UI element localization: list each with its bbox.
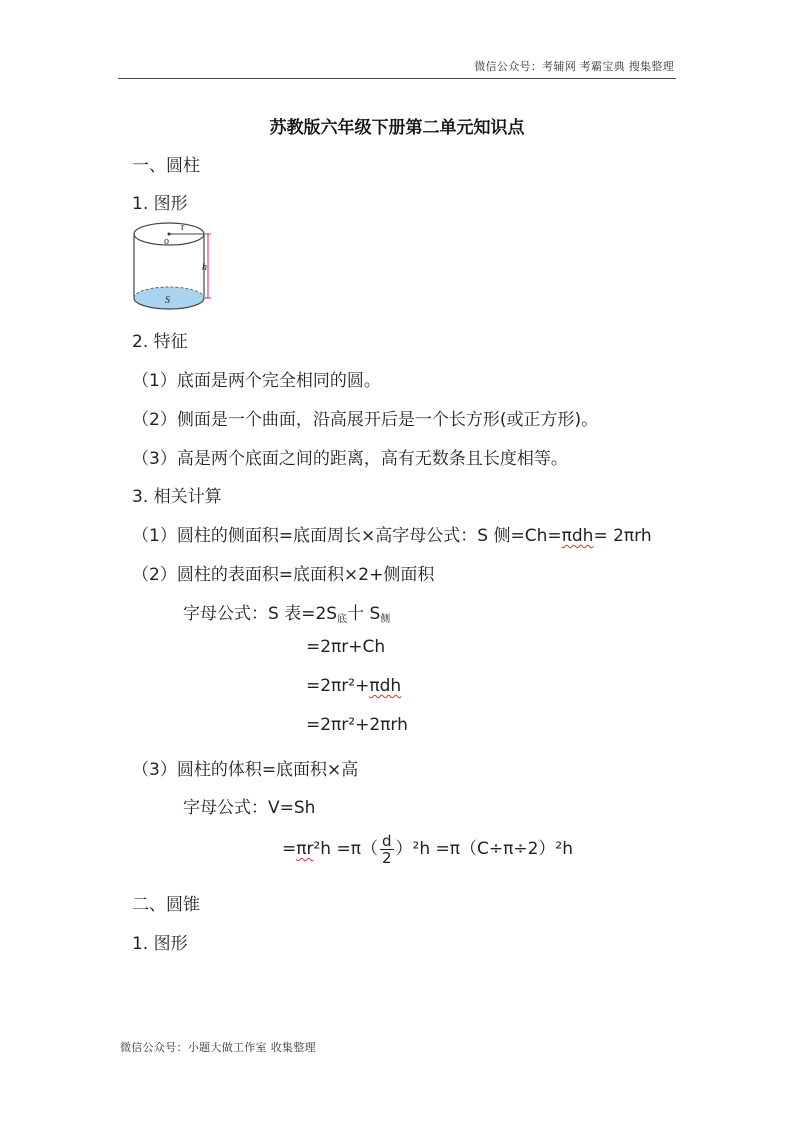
calculation-heading: 3. 相关计算: [132, 487, 222, 507]
surface-area-formula: [183, 599, 390, 624]
surface-area-step-3-a: =2πr²+: [306, 676, 370, 696]
center-label: o: [164, 236, 169, 247]
lateral-area-tail: = 2πrh: [593, 526, 652, 546]
lateral-area-formula: [132, 521, 652, 546]
page-title: 苏教版六年级下册第二单元知识点: [269, 118, 525, 138]
d-over-2-fraction: [380, 833, 394, 866]
surface-area-step-3: [306, 676, 401, 696]
volume-wavy-term: πr: [296, 839, 314, 859]
surface-area-step-3-wavy: πdh: [369, 676, 402, 696]
header-source: 微信公众号：考辅网 考霸宝典 搜集整理: [474, 60, 674, 73]
volume-formula-expansion: [282, 832, 573, 866]
section-cylinder-heading: 一、圆柱: [132, 156, 200, 176]
lateral-area-text: （1）圆柱的侧面积=底面周长×高字母公式：S 侧=Ch=: [132, 526, 562, 546]
surface-area-rule: （2）圆柱的表面积=底面积×2+侧面积: [132, 565, 435, 585]
volume-formula: 字母公式：V=Sh: [183, 798, 316, 818]
surface-area-step-2: =2πr+Ch: [306, 637, 386, 657]
cylinder-diagram: [128, 214, 218, 314]
volume-rule: （3）圆柱的体积=底面积×高: [132, 760, 359, 780]
footer-source: 微信公众号：小题大做工作室 收集整理: [120, 1041, 316, 1054]
radius-label: r: [181, 222, 185, 233]
feature-2: （2）侧面是一个曲面，沿高展开后是一个长方形(或正方形)。: [132, 410, 599, 430]
cone-figure-heading: 1. 图形: [132, 934, 188, 954]
section-cone-heading: 二、圆锥: [132, 895, 200, 915]
surface-area-formula-a: 字母公式：S 表=2S: [183, 604, 338, 624]
base-area-label: S: [165, 295, 170, 306]
volume-eq: =: [282, 839, 297, 859]
base-subscript: 底: [337, 614, 348, 625]
cylinder-figure-heading: 1. 图形: [132, 194, 188, 214]
feature-1: （1）底面是两个完全相同的圆。: [132, 371, 381, 391]
surface-area-step-4: =2πr²+2πrh: [306, 715, 408, 735]
volume-expansion-b: ）²h =π（C÷π÷2）²h: [395, 839, 573, 859]
volume-expansion-a: ²h =π（: [313, 839, 378, 859]
header-divider: [118, 78, 676, 79]
lateral-area-wavy-term: πdh: [561, 526, 594, 546]
fraction-denominator: 2: [381, 848, 392, 867]
feature-3: （3）高是两个底面之间的距离，高有无数条且长度相等。: [132, 449, 568, 469]
fraction-numerator: d: [380, 833, 394, 850]
side-subscript: 侧: [380, 614, 391, 625]
height-label: h: [202, 262, 207, 273]
surface-area-formula-b: 十 S: [347, 604, 381, 624]
features-heading: 2. 特征: [132, 332, 188, 352]
